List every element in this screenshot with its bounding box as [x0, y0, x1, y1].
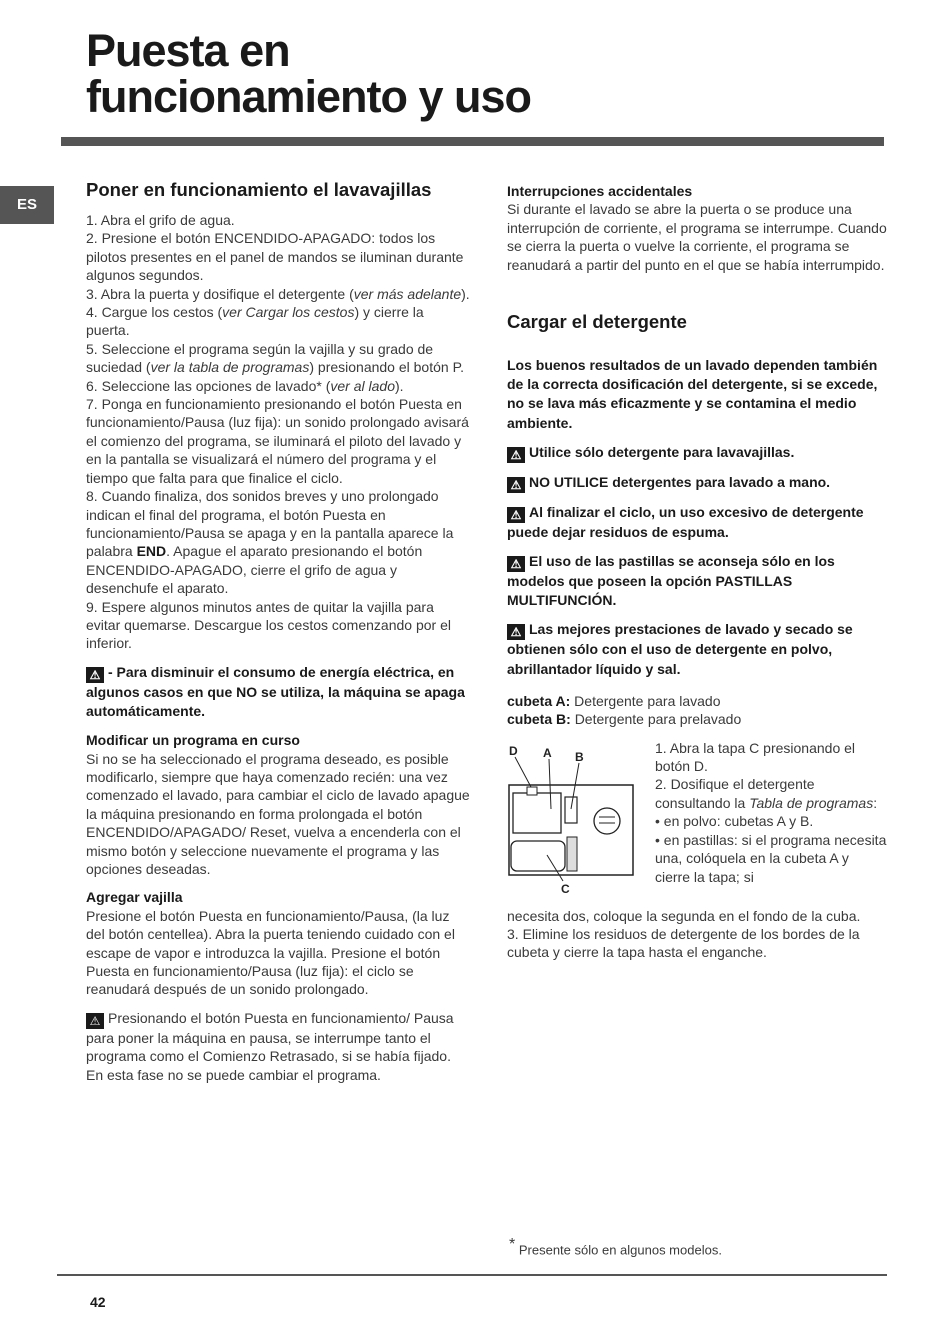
diagram-label-b: B [575, 749, 584, 764]
pause-note: ⚠ Presionando el botón Puesta en funcionamiento/ Pausa para poner la máquina en pausa, se interrumpe tanto el programa como el Comienzo Retrasado, si se había fijado. [86, 1009, 454, 1065]
interruptions-heading: Interrupciones accidentales [507, 183, 693, 199]
language-tab: ES [0, 186, 54, 224]
diagram-label-c: C [561, 881, 570, 896]
lid-c [511, 841, 565, 871]
warning-icon: ⚠ [507, 507, 525, 523]
detergent-dispenser-diagram [507, 739, 643, 899]
diagram-label-d: D [509, 743, 518, 758]
section-heading-detergent: Cargar el detergente [507, 311, 687, 333]
start-steps-list [86, 211, 471, 653]
instruction-3: 3. Elimine los residuos de detergente de los bordes de la cubeta y cierre la tapa hasta el enganche. [507, 926, 860, 961]
pause-note-2: En esta fase no se puede cambiar el programa. [86, 1066, 381, 1083]
page-title-line1: Puesta en [86, 25, 290, 76]
add-dishes-heading: Agregar vajilla [86, 889, 183, 906]
instruction-bullet-powder: • en polvo: cubetas A y B. [655, 813, 814, 830]
step-item: 8. Cuando finaliza, dos sonidos breves y uno prolongado indican el final del programa, el botón Puesta en funcionamiento/Pausa se apaga y en la pantalla aparece la palabra END. Apague el aparato presionando el botón ENCENDIDO-APAGADO, cierre el grifo de agua y desenchufe el aparato. [86, 488, 454, 597]
warning-icon: ⚠ [507, 624, 525, 640]
warning-icon: ⚠ [507, 556, 525, 572]
instruction-2: 2. Dosifique el detergente consultando la Tabla de programas: [655, 776, 878, 811]
button-d [527, 787, 537, 795]
page-title [86, 25, 532, 122]
step-item: 5. Seleccione el programa según la vajilla y su grado de suciedad (ver la tabla de programas) presionando el botón P. [86, 340, 464, 376]
title-divider [61, 137, 884, 146]
footnote: * Presente sólo en algunos modelos. [509, 1236, 722, 1258]
instruction-continued: necesita dos, coloque la segunda en el fondo de la cuba. [507, 907, 861, 924]
detergent-warning: ⚠ NO UTILICE detergentes para lavado a mano. [507, 473, 887, 493]
energy-note: ⚠ - Para disminuir el consumo de energía eléctrica, en algunos casos en que NO se utiliza, la máquina se apaga automáticamente. [86, 663, 465, 719]
dispenser-section [507, 739, 887, 907]
instruction-1: 1. Abra la tapa C presionando el botón D. [655, 739, 856, 775]
compartment-a [513, 793, 561, 833]
detergent-warning: ⚠ Las mejores prestaciones de lavado y secado se obtienen sólo con el uso de detergente en polvo, abrillantador líquido y sal. [507, 621, 853, 677]
step-item: 2. Presione el botón ENCENDIDO-APAGADO: todos los pilotos presentes en el panel de mandos se iluminan durante algunos segundos. [86, 230, 464, 284]
step-item: 4. Cargue los cestos (ver Cargar los cestos) y cierre la puerta. [86, 304, 424, 339]
modify-text: Si no se ha seleccionado el programa deseado, es posible modificarlo, siempre que haya comenzado recién: una vez comenzado el lavado, para cambiar el ciclo de lavado apague la máquina presionando en forma prolongada el botón ENCENDIDO/APAGADO/ Reset, vuelva a encenderla con el mismo botón y seleccione nuevamente el programa y las opciones deseadas. [86, 750, 470, 877]
warning-icon: ⚠ [86, 667, 104, 683]
page-number: 42 [90, 1294, 106, 1310]
footnote-mark: * [509, 1236, 516, 1253]
step-item: 6. Seleccione las opciones de lavado* (ver al lado). [86, 377, 404, 394]
dispenser-instructions [655, 739, 887, 886]
step-item: 3. Abra la puerta y dosifique el detergente (ver más adelante). [86, 285, 470, 302]
footer-divider [57, 1274, 887, 1276]
page-title-line2: funcionamiento y uso [86, 71, 532, 122]
cubeta-b-line: cubeta B: Detergente para prelavado [507, 711, 742, 728]
dispenser-hinge [567, 837, 577, 871]
warning-icon: ⚠ [86, 1013, 104, 1029]
right-column [507, 182, 887, 962]
diagram-label-a: A [543, 745, 552, 760]
section-heading-start: Poner en funcionamiento el lavavajillas [86, 179, 432, 200]
instruction-bullet-tablets: • en pastillas: si el programa necesita una, colóquela en la cubeta A y cierre la tapa; si [655, 831, 887, 885]
cubeta-a-line: cubeta A: Detergente para lavado [507, 692, 721, 709]
detergent-intro: Los buenos resultados de un lavado dependen también de la correcta dosificación del detergente, si se excede, no se lava más eficazmente y se contamina el medio ambiente. [507, 357, 878, 431]
compartment-b [565, 797, 577, 823]
warning-icon: ⚠ [507, 447, 525, 463]
detergent-warning: ⚠ Utilice sólo detergente para lavavajillas. [507, 443, 887, 463]
step-item: 7. Ponga en funcionamiento presionando el botón Puesta en funcionamiento/Pausa (luz fija): un sonido prolongado avisará el comienzo del programa, se iluminará el piloto del lavado y en la pantalla se visualizará el número del programa y el tiempo que falta para que finalice el ciclo. [86, 396, 469, 486]
warning-icon: ⚠ [507, 477, 525, 493]
detergent-warning: ⚠ Al finalizar el ciclo, un uso excesivo de detergente puede dejar residuos de espuma. [507, 503, 864, 540]
detergent-warning: ⚠ El uso de las pastillas se aconseja sólo en los modelos que poseen la opción PASTILLAS MULTIFUNCIÓN. [507, 553, 835, 609]
leader-d [515, 757, 531, 787]
rinse-aid-knob [594, 808, 620, 834]
add-dishes-text: Presione el botón Puesta en funcionamiento/Pausa, (la luz del botón centellea). Abra la puerta teniendo cuidado con el escape de vapor e introduzca la vajilla. Presione el botón Puesta en funcionamiento/Pausa (luz fija): el ciclo se reanudará después de un sonido prolongado. [86, 907, 455, 998]
step-item: 9. Espere algunos minutos antes de quitar la vajilla para evitar quemarse. Descargue los cestos comenzando por el inferior. [86, 598, 451, 652]
interruptions-text: Si durante el lavado se abre la puerta o se produce una interrupción de corriente, el programa se interrumpe. Cuando se cierra la puerta o vuelve la corriente, el programa se reanudará a partir del punto en el que se había interrumpido. [507, 201, 887, 273]
left-column [86, 178, 471, 1084]
modify-heading: Modificar un programa en curso [86, 732, 300, 749]
step-item: 1. Abra el grifo de agua. [86, 212, 235, 228]
